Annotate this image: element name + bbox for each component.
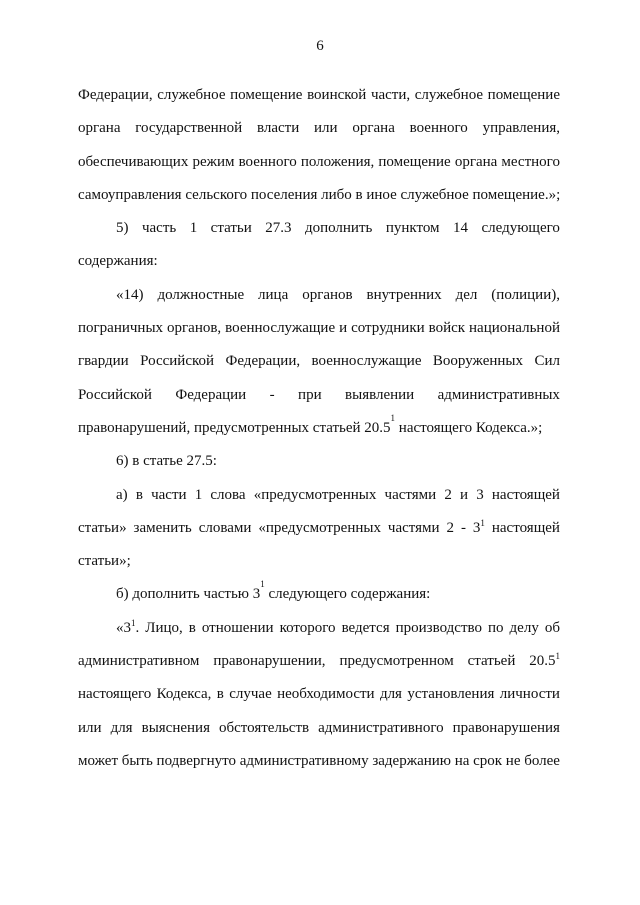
superscript: 1 (131, 617, 136, 628)
word: или (314, 120, 338, 137)
text-line (78, 518, 560, 551)
word: дел (455, 286, 478, 303)
word: настоящей (491, 519, 560, 536)
word: частями (387, 519, 440, 536)
word: управления, (482, 120, 560, 137)
word: $3^1$ (472, 517, 485, 536)
word: органа (454, 153, 498, 170)
word: «14) (116, 286, 144, 303)
word: органов, (167, 320, 222, 337)
word: и (339, 320, 348, 337)
word: 1 (194, 486, 203, 503)
superscript: 1 (555, 651, 560, 662)
text-line (78, 118, 560, 151)
word: а) (116, 486, 128, 503)
word: для (110, 719, 133, 736)
word: гвардии (78, 353, 129, 370)
word: 2 (446, 519, 455, 536)
word: Федерации, (78, 87, 153, 103)
word: ведется (341, 619, 390, 636)
word: 3 (476, 486, 484, 503)
word: 27.3 (265, 220, 292, 237)
word: 5) (116, 220, 129, 237)
word: 2 (444, 486, 452, 503)
word: правонарушения (452, 719, 560, 736)
word: быть (121, 752, 153, 769)
word: должностные (157, 286, 245, 303)
word: которого (279, 619, 336, 636)
word: «предусмотренных (253, 486, 377, 503)
word: - (269, 386, 275, 403)
word: войск (428, 320, 466, 337)
word: настоящей (491, 486, 560, 503)
line-text: самоуправления сельского поселения либо в иное служебное помещение.»; (78, 186, 561, 203)
word: сотрудники (351, 320, 425, 337)
word: об (544, 619, 560, 636)
word: для (379, 686, 402, 703)
word: часть (141, 220, 177, 237)
word: следующего (481, 220, 560, 237)
word: части, (370, 87, 411, 103)
text-line (78, 385, 560, 418)
line-text-after: следующего содержания: (264, 586, 431, 603)
word: выявлении (345, 386, 415, 403)
superscript: 1 (390, 412, 396, 423)
word: необходимости (277, 686, 375, 703)
word: служебное (157, 87, 226, 103)
word: обеспечивающих (78, 153, 189, 170)
word: органов (302, 286, 353, 303)
word: и (460, 486, 469, 503)
word: в (216, 686, 224, 703)
word: военного (238, 153, 297, 170)
word: Кодекса, (156, 686, 212, 703)
text-line (78, 185, 560, 218)
word: слова (210, 486, 246, 503)
line-text: 6) в статье 27.5: (116, 453, 217, 470)
word: воинской (307, 87, 367, 103)
text-line (78, 85, 560, 118)
word: режим (192, 153, 235, 170)
text-line (78, 351, 560, 384)
word: Федерации (175, 386, 247, 403)
text-line (78, 218, 560, 251)
word: предусмотренном (339, 653, 454, 670)
word: «предусмотренных (258, 519, 381, 536)
line-text: правонарушений, предусмотренных статьей 20.5 (78, 419, 391, 436)
text-line (78, 412, 560, 451)
word: органа (352, 120, 395, 137)
word: лица (258, 286, 289, 303)
word: помещение (378, 153, 451, 170)
text-line (78, 684, 560, 717)
text-line (78, 618, 560, 651)
line-text-after: настоящего Кодекса.»; (395, 419, 543, 436)
word: отношении (201, 619, 274, 636)
word: 1 (189, 220, 198, 237)
text-line (78, 751, 560, 784)
word: пунктом (385, 220, 440, 237)
word: Российской (78, 386, 152, 403)
line-text: содержания: (78, 253, 158, 270)
word: «$3^1$. (116, 617, 140, 636)
word: статьи (210, 220, 252, 237)
word: делу (509, 619, 539, 636)
word: внутренних (366, 286, 442, 303)
word: частями (384, 486, 437, 503)
word: словами (198, 519, 252, 536)
word: Сил (534, 353, 560, 370)
word: статьи» (78, 519, 127, 536)
word: подвергнуто (156, 752, 236, 769)
text-line (78, 551, 560, 584)
word: военнослужащие (311, 353, 422, 370)
word: или (78, 719, 102, 736)
word: национальной (469, 320, 560, 337)
word: производство (395, 619, 482, 636)
word: срок (473, 752, 503, 769)
word: власти (256, 120, 300, 137)
text-line (78, 579, 560, 617)
word: административных (437, 386, 560, 403)
word: административному (239, 752, 369, 769)
word: военного (409, 120, 468, 137)
word: административном (78, 653, 200, 670)
word: Лицо, (145, 619, 183, 636)
superscript: 1 (260, 579, 265, 590)
text-line (78, 451, 560, 484)
word: при (298, 386, 322, 403)
word: в (188, 619, 196, 636)
word: Российской (140, 353, 215, 370)
word: личности (499, 686, 560, 703)
word: 20.5$^1$ (529, 651, 560, 670)
word: административного (318, 719, 444, 736)
word: части (151, 486, 187, 503)
superscript: 1 (480, 517, 485, 528)
word: 14 (453, 220, 469, 237)
document-body (78, 85, 560, 784)
word: (полиции), (491, 286, 560, 303)
word: обстоятельств (218, 719, 310, 736)
word: помещение (230, 87, 303, 103)
text-line (78, 251, 560, 284)
text-line (78, 318, 560, 351)
text-line (78, 152, 560, 185)
word: более (524, 752, 560, 769)
word: задержанию (372, 752, 451, 769)
word: Вооруженных (432, 353, 523, 370)
word: пограничных (78, 320, 164, 337)
word: статьей (467, 653, 516, 670)
word: военнослужащие (225, 320, 336, 337)
word: Федерации, (225, 353, 301, 370)
word: случае (229, 686, 272, 703)
word: положения, (300, 153, 375, 170)
line-text: статьи»; (78, 553, 131, 570)
word: местного (501, 153, 560, 170)
word: выяснения (141, 719, 210, 736)
word: служебное (414, 87, 484, 103)
text-line (78, 485, 560, 518)
text-line (78, 651, 560, 684)
word: может (78, 752, 118, 769)
page-number: 6 (316, 38, 324, 54)
word: настоящего (78, 686, 152, 703)
text-line (78, 285, 560, 318)
word: по (488, 619, 504, 636)
word: дополнить (304, 220, 373, 237)
text-line (78, 718, 560, 751)
word: заменить (133, 519, 192, 536)
word: в (135, 486, 143, 503)
word: органа (78, 120, 121, 137)
word: государственной (135, 120, 243, 137)
word: не (505, 752, 521, 769)
word: установления (407, 686, 495, 703)
word: на (454, 752, 470, 769)
line-text: б) дополнить частью 3 (116, 586, 261, 603)
word: правонарушении, (213, 653, 326, 670)
word: - (460, 519, 466, 536)
word: помещение (487, 87, 560, 103)
